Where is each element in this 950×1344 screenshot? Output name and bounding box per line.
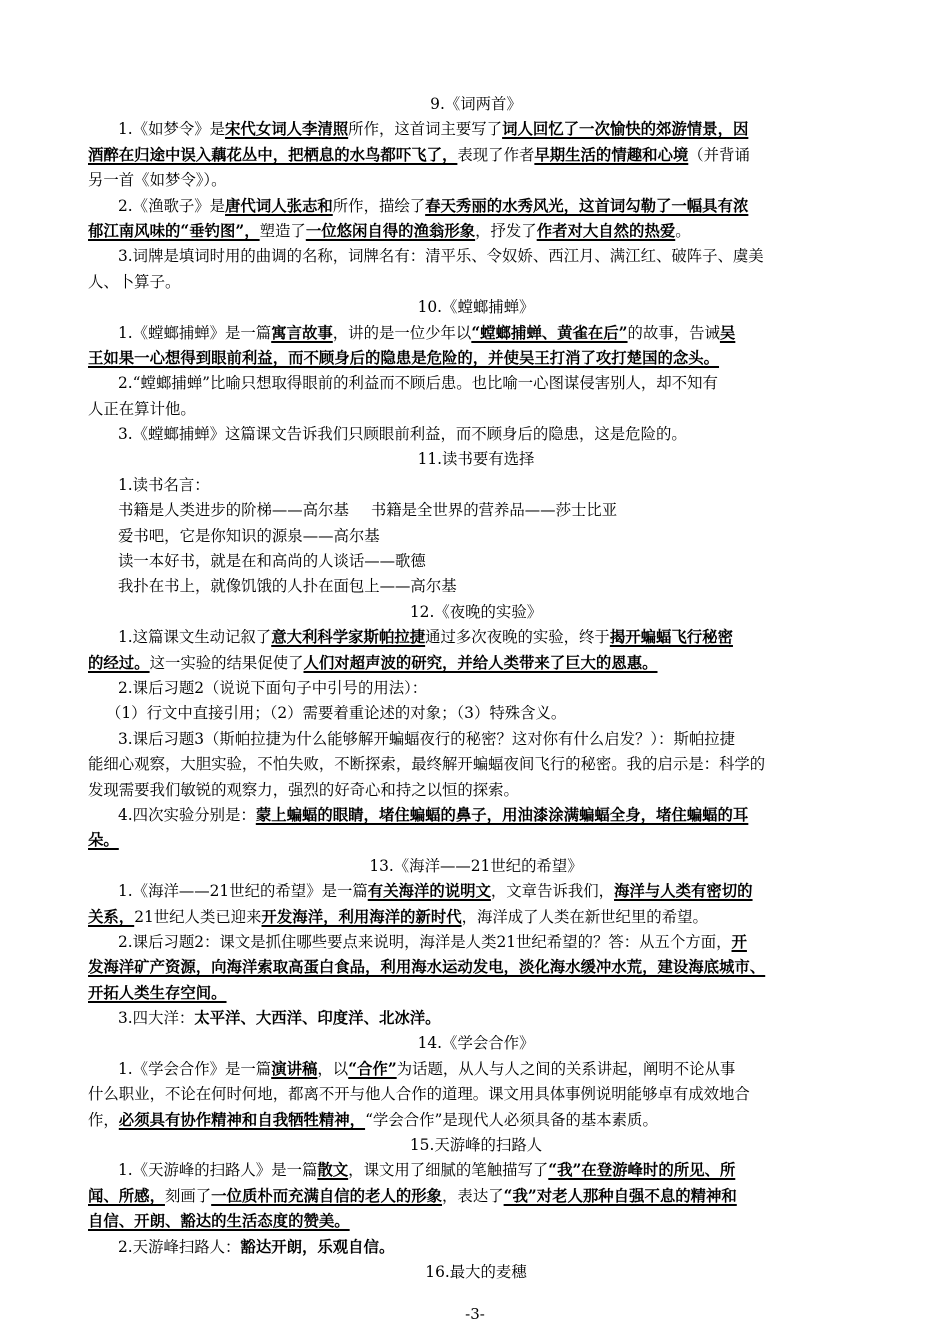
s10-paragraph-1-line-1: 1.《螳螂捕蝉》是一篇寓言故事，讲的是一位少年以“螳螂捕蝉、黄雀在后”的故事，告诫吴 <box>118 323 736 342</box>
section-title-15: 15.天游峰的扫路人 <box>409 1136 543 1155</box>
s13-paragraph-2-line-1: 2.课后习题2：课文是抓住哪些要点来说明，海洋是人类21世纪希望的？答：从五个方面，开 <box>118 932 747 951</box>
section-title-16: 16.最大的麦穗 <box>425 1262 527 1281</box>
s10-paragraph-2-line-1: 2.“螳螂捕蝉”比喻只想取得眼前的利益而不顾后患。也比喻一心图谋侵害别人，却不知有 <box>118 374 718 393</box>
section-title-11: 11.读书要有选择 <box>417 450 535 469</box>
s15-paragraph-2: 2.天游峰扫路人：豁达开朗，乐观自信。 <box>118 1237 395 1256</box>
s10-paragraph-1-line-2: 王如果一心想得到眼前利益，而不顾身后的隐患是危险的，并使吴王打消了攻打楚国的念头。 <box>88 348 720 367</box>
s9-paragraph-3-line-1: 3.词牌是填词时用的曲调的名称，词牌名有：清平乐、令奴娇、西江月、满江红、破阵子、虞美 <box>118 247 764 266</box>
s15-paragraph-1-line-2: 闻、所感，刻画了一位质朴而充满自信的老人的形象，表达了“我”对老人那种自强不息的精神和 <box>88 1186 737 1205</box>
s11-quote-4: 读一本好书，就是在和高尚的人谈话——歌德 <box>118 552 426 571</box>
section-title-12: 12.《夜晚的实验》 <box>409 602 543 621</box>
s9-paragraph-1-line-1: 1.《如梦令》是宋代女词人李清照所作，这首词主要写了词人回忆了一次愉快的郊游情景，因 <box>118 120 749 139</box>
s13-paragraph-1-line-1: 1.《海洋——21世纪的希望》是一篇有关海洋的说明文，文章告诉我们，海洋与人类有密切的 <box>118 882 753 901</box>
quote-1: 书籍是人类进步的阶梯——高尔基 <box>118 501 349 520</box>
s13-paragraph-3: 3.四大洋：太平洋、大西洋、印度洋、北冰洋。 <box>118 1009 441 1028</box>
s12-paragraph-2-answer: （1）行文中直接引用；（2）需要着重论述的对象；（3）特殊含义。 <box>106 704 567 723</box>
s11-quote-5: 我扑在书上，就像饥饿的人扑在面包上——高尔基 <box>118 577 457 596</box>
s12-paragraph-3-line-1: 3.课后习题3（斯帕拉捷为什么能够解开蝙蝠夜行的秘密？这对你有什么启发？）：斯帕拉捷 <box>118 729 736 748</box>
s9-paragraph-2-line-2: 郁江南风味的“垂钓图”，塑造了一位悠闲自得的渔翁形象，抒发了作者对大自然的热爱。 <box>88 221 691 240</box>
s11-quote-3: 爱书吧，它是你知识的源泉——高尔基 <box>118 526 380 545</box>
s9-paragraph-1-line-2: 酒醉在归途中误入藕花丛中，把栖息的水鸟都吓飞了，表现了作者早期生活的情趣和心境（并背诵 <box>88 145 750 164</box>
s10-paragraph-3: 3.《螳螂捕蝉》这篇课文告诉我们只顾眼前利益，而不顾身后的隐患，这是危险的。 <box>118 425 687 444</box>
section-title-14: 14.《学会合作》 <box>417 1034 535 1053</box>
s13-paragraph-2-line-3: 开拓人类生存空间。 <box>88 983 227 1002</box>
section-title-10: 10.《螳螂捕蝉》 <box>417 298 535 317</box>
s9-paragraph-1-line-3: 另一首《如梦令》）。 <box>88 171 227 190</box>
s9-paragraph-2-line-1: 2.《渔歌子》是唐代词人张志和所作，描绘了春天秀丽的水秀风光，这首词勾勒了一幅具有浓 <box>118 196 749 215</box>
s15-paragraph-1-line-3: 自信、开朗、豁达的生活态度的赞美。 <box>88 1212 350 1231</box>
section-title-9: 9.《词两首》 <box>430 95 522 113</box>
s12-paragraph-2: 2.课后习题2（说说下面句子中引号的用法）： <box>118 678 428 697</box>
s11-quote-line-1 <box>88 498 864 523</box>
quote-2: 书籍是全世界的营养品——莎士比亚 <box>370 501 618 520</box>
s13-paragraph-2-line-2: 发海洋矿产资源，向海洋索取高蛋白食品，利用海水运动发电，淡化海水缓冲水荒，建设海底城市、 <box>88 958 766 977</box>
page-number: -3- <box>465 1305 485 1323</box>
s12-paragraph-1-line-1: 1.这篇课文生动记叙了意大利科学家斯帕拉捷通过多次夜晚的实验，终于揭开蝙蝠飞行秘密 <box>118 628 733 647</box>
s13-paragraph-1-line-2: 关系，21世纪人类已迎来开发海洋，利用海洋的新时代，海洋成了人类在新世纪里的希望。 <box>88 907 708 926</box>
s12-paragraph-4-line-1: 4.四次实验分别是：蒙上蝙蝠的眼睛，堵住蝙蝠的鼻子，用油漆涂满蝙蝠全身，堵住蝙蝠的耳 <box>118 805 749 824</box>
s12-paragraph-1-line-2: 的经过。这一实验的结果促使了人们对超声波的研究，并给人类带来了巨大的恩惠。 <box>88 653 658 672</box>
s12-paragraph-3-line-3: 发现需要我们敏锐的观察力，强烈的好奇心和持之以恒的探索。 <box>88 780 519 799</box>
s10-paragraph-2-line-2: 人正在算计他。 <box>88 399 196 418</box>
s14-paragraph-1-line-1: 1.《学会合作》是一篇演讲稿，以“合作”为话题，从人与人之间的关系讲起，阐明不论从事 <box>118 1059 736 1078</box>
s9-paragraph-3-line-2: 人、卜算子。 <box>88 272 181 291</box>
s15-paragraph-1-line-1: 1.《天游峰的扫路人》是一篇散文，课文用了细腻的笔触描写了“我”在登游峰时的所见、所 <box>118 1161 736 1180</box>
s14-paragraph-1-line-2: 什么职业，不论在何时何地，都离不开与他人合作的道理。课文用具体事例说明能够卓有成效地合 <box>88 1085 750 1104</box>
section-title-13: 13.《海洋——21世纪的希望》 <box>369 856 583 875</box>
s11-paragraph-1: 1.读书名言： <box>118 475 210 494</box>
s12-paragraph-3-line-2: 能细心观察，大胆实验，不怕失败，不断探索，最终解开蝙蝠夜间飞行的秘密。我的启示是：科学的 <box>88 755 766 774</box>
s12-paragraph-4-line-2: 朵。 <box>88 831 119 850</box>
s14-paragraph-1-line-3: 作，必须具有协作精神和自我牺牲精神，“学会合作”是现代人必须具备的基本素质。 <box>88 1110 658 1129</box>
document-page <box>88 92 864 1285</box>
